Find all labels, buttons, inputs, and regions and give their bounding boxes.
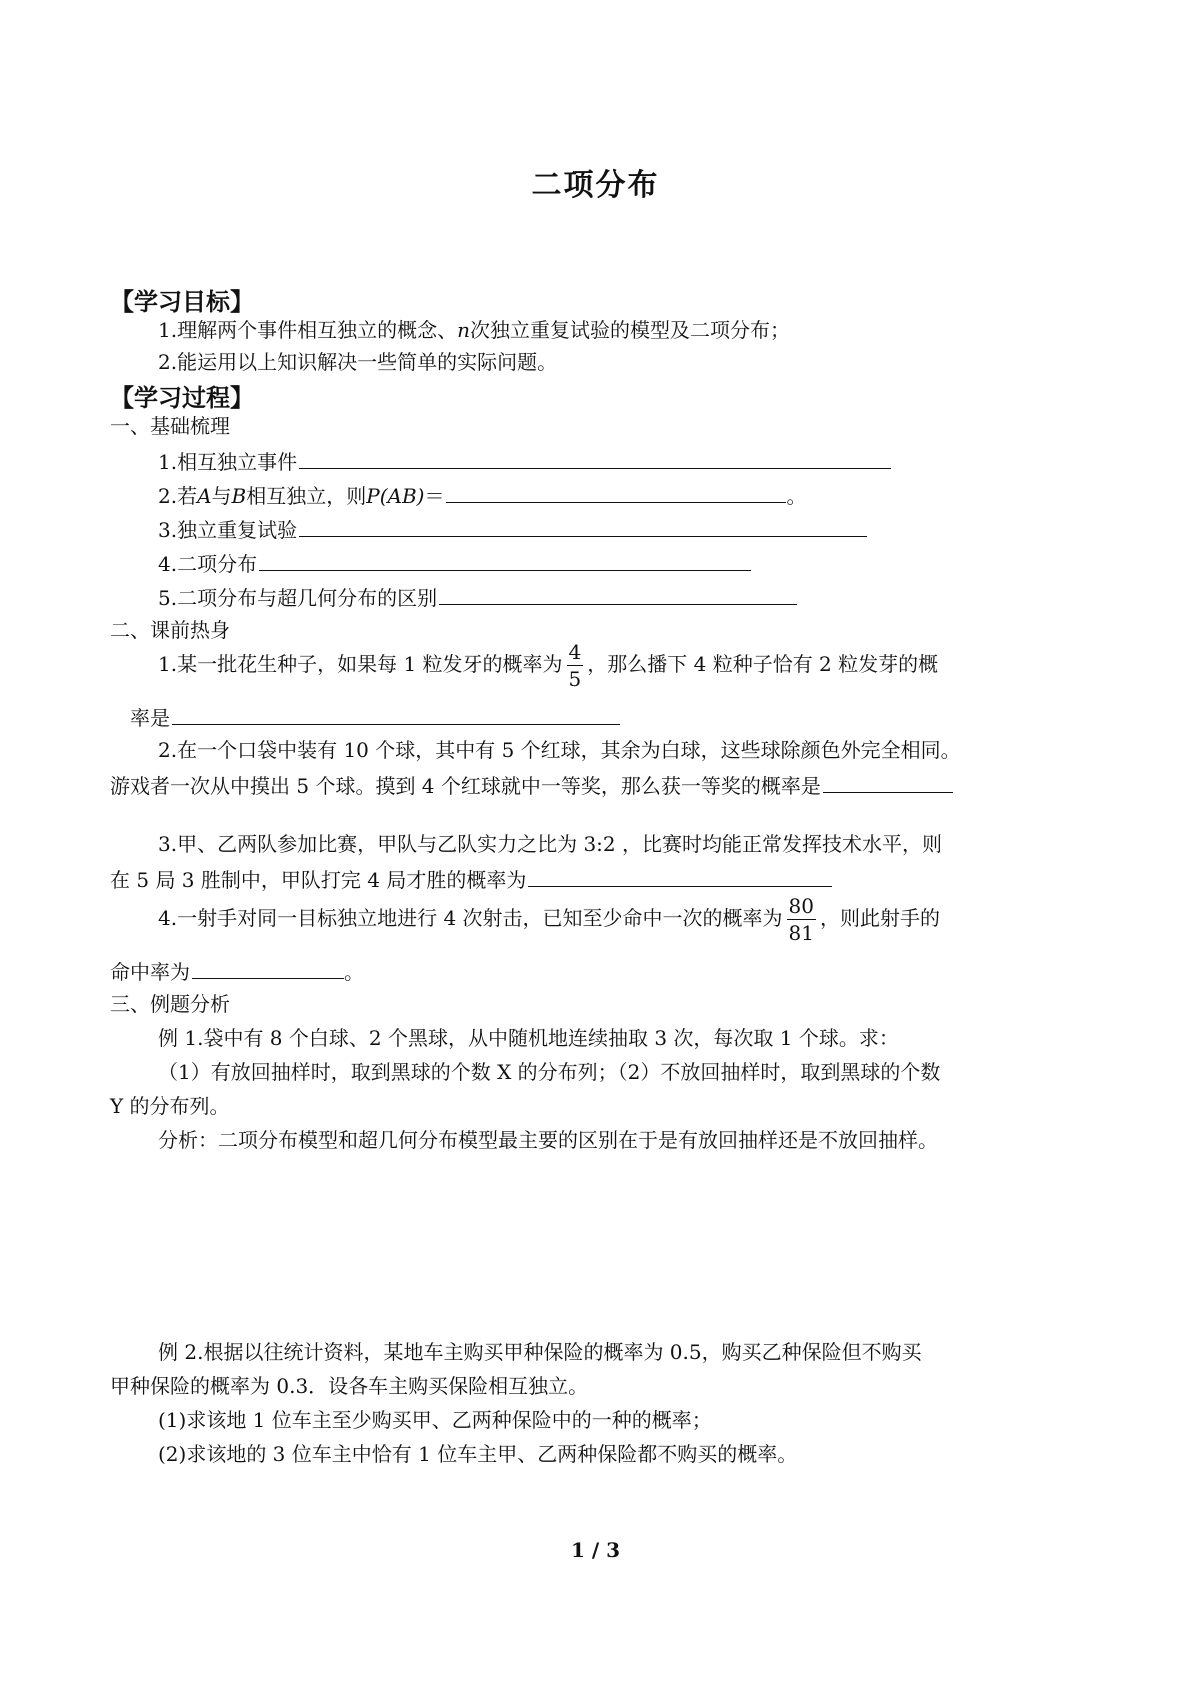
page-number: 1 / 3 <box>570 1538 621 1562</box>
basics-item-2-A: A <box>197 484 212 508</box>
warmup-q3-line1: 3.甲、乙两队参加比赛，甲队与乙队实力之比为 3:2 ，比赛时均能正常发挥技术水平，则 <box>158 832 942 856</box>
warmup-q4-text2: ，则此射手的 <box>819 906 940 930</box>
example-2-line1: 例 2.根据以往统计资料，某地车主购买甲种保险的概率为 0.5，购买乙种保险但不购买 <box>158 1340 922 1364</box>
basics-item-1 <box>158 448 891 474</box>
basics-item-2-c: 相互独立，则 <box>246 484 367 508</box>
answer-blank[interactable] <box>259 550 751 571</box>
answer-blank[interactable] <box>823 772 953 793</box>
fraction-80-81 <box>787 896 816 943</box>
basics-item-2-end: 。 <box>786 484 807 508</box>
example-2-line3: (1)求该地 1 位车主至少购买甲、乙两种保险中的一种的概率； <box>158 1408 712 1432</box>
answer-blank[interactable] <box>528 866 832 887</box>
answer-blank[interactable] <box>172 704 620 725</box>
basics-item-2-P: P <box>366 484 380 508</box>
basics-heading: 一、基础梳理 <box>110 414 230 438</box>
warmup-q2-line1: 2.在一个口袋中装有 10 个球，其中有 5 个红球，其余为白球，这些球除颜色外完全相同。 <box>158 738 961 762</box>
fraction-denominator: 81 <box>788 921 814 945</box>
example-1-line3: Y 的分布列。 <box>110 1094 230 1118</box>
answer-blank[interactable] <box>192 958 344 979</box>
warmup-q2-line2-label: 游戏者一次从中摸出 5 个球。摸到 4 个红球就中一等奖，那么获一等奖的概率是 <box>110 774 821 798</box>
basics-item-5-label: 5.二项分布与超几何分布的区别 <box>158 586 438 610</box>
basics-item-4-label: 4.二项分布 <box>158 552 258 576</box>
goal-item-1 <box>158 318 790 342</box>
warmup-q2-line2 <box>110 772 953 798</box>
example-2-line2: 甲种保险的概率为 0.3．设各车主购买保险相互独立。 <box>110 1374 589 1398</box>
example-2-line4: (2)求该地的 3 位车主中恰有 1 位车主甲、乙两种保险都不购买的概率。 <box>158 1442 798 1466</box>
warmup-q4-line2-label: 命中率为 <box>110 960 190 984</box>
basics-item-2-eq: ＝ <box>424 484 445 508</box>
warmup-q4-end: 。 <box>344 960 364 984</box>
fraction-numerator: 80 <box>788 894 814 918</box>
goal-item-1-n: n <box>457 318 470 342</box>
basics-item-3-label: 3.独立重复试验 <box>158 518 298 542</box>
fraction-4-5 <box>567 642 584 689</box>
basics-item-2-b: 与 <box>211 484 232 508</box>
example-1-line2: （1）有放回抽样时，取到黑球的个数 X 的分布列；（2）不放回抽样时，取到黑球的个数 <box>158 1060 941 1084</box>
basics-item-5 <box>158 584 797 610</box>
examples-heading: 三、例题分析 <box>110 992 230 1016</box>
process-heading: 【学习过程】 <box>110 384 254 412</box>
warmup-q1 <box>158 642 938 689</box>
basics-item-3 <box>158 516 867 542</box>
fraction-numerator: 4 <box>568 640 582 664</box>
example-1-line1: 例 1.袋中有 8 个白球、2 个黑球，从中随机地连续抽取 3 次，每次取 1 个球。求： <box>158 1026 899 1050</box>
basics-item-4 <box>158 550 751 576</box>
warmup-q1-line2-label: 率是 <box>130 706 170 730</box>
warmup-q4 <box>158 896 940 943</box>
warmup-q4-line2 <box>110 958 364 984</box>
answer-blank[interactable] <box>299 516 867 537</box>
fraction-denominator: 5 <box>568 667 582 691</box>
basics-item-2-paren: (AB) <box>379 484 425 508</box>
warmup-q3-line2 <box>110 866 832 892</box>
warmup-q4-text: 4.一射手对同一目标独立地进行 4 次射击，已知至少命中一次的概率为 <box>158 906 783 930</box>
warmup-heading: 二、课前热身 <box>110 618 230 642</box>
goal-item-2: 2.能运用以上知识解决一些简单的实际问题。 <box>158 350 558 374</box>
basics-item-1-label: 1.相互独立事件 <box>158 450 298 474</box>
warmup-q3-line2-label: 在 5 局 3 胜制中，甲队打完 4 局才胜的概率为 <box>110 868 527 892</box>
example-1-analysis: 分析：二项分布模型和超几何分布模型最主要的区别在于是有放回抽样还是不放回抽样。 <box>158 1128 938 1152</box>
answer-blank[interactable] <box>446 482 786 503</box>
goal-item-1-prefix: 1.理解两个事件相互独立的概念、 <box>158 318 458 342</box>
basics-item-2-a: 2.若 <box>158 484 198 508</box>
goals-heading: 【学习目标】 <box>110 288 254 316</box>
basics-item-2 <box>158 482 806 508</box>
answer-blank[interactable] <box>299 448 891 469</box>
warmup-q1-text2: ，那么播下 4 粒种子恰有 2 粒发芽的概 <box>587 652 939 676</box>
page-title: 二项分布 <box>531 168 660 203</box>
basics-item-2-B: B <box>231 484 247 508</box>
answer-blank[interactable] <box>439 584 797 605</box>
goal-item-1-suffix: 次独立重复试验的模型及二项分布； <box>469 318 790 342</box>
warmup-q1-text: 1.某一批花生种子，如果每 1 粒发牙的概率为 <box>158 652 563 676</box>
warmup-q1-line2 <box>130 704 620 730</box>
